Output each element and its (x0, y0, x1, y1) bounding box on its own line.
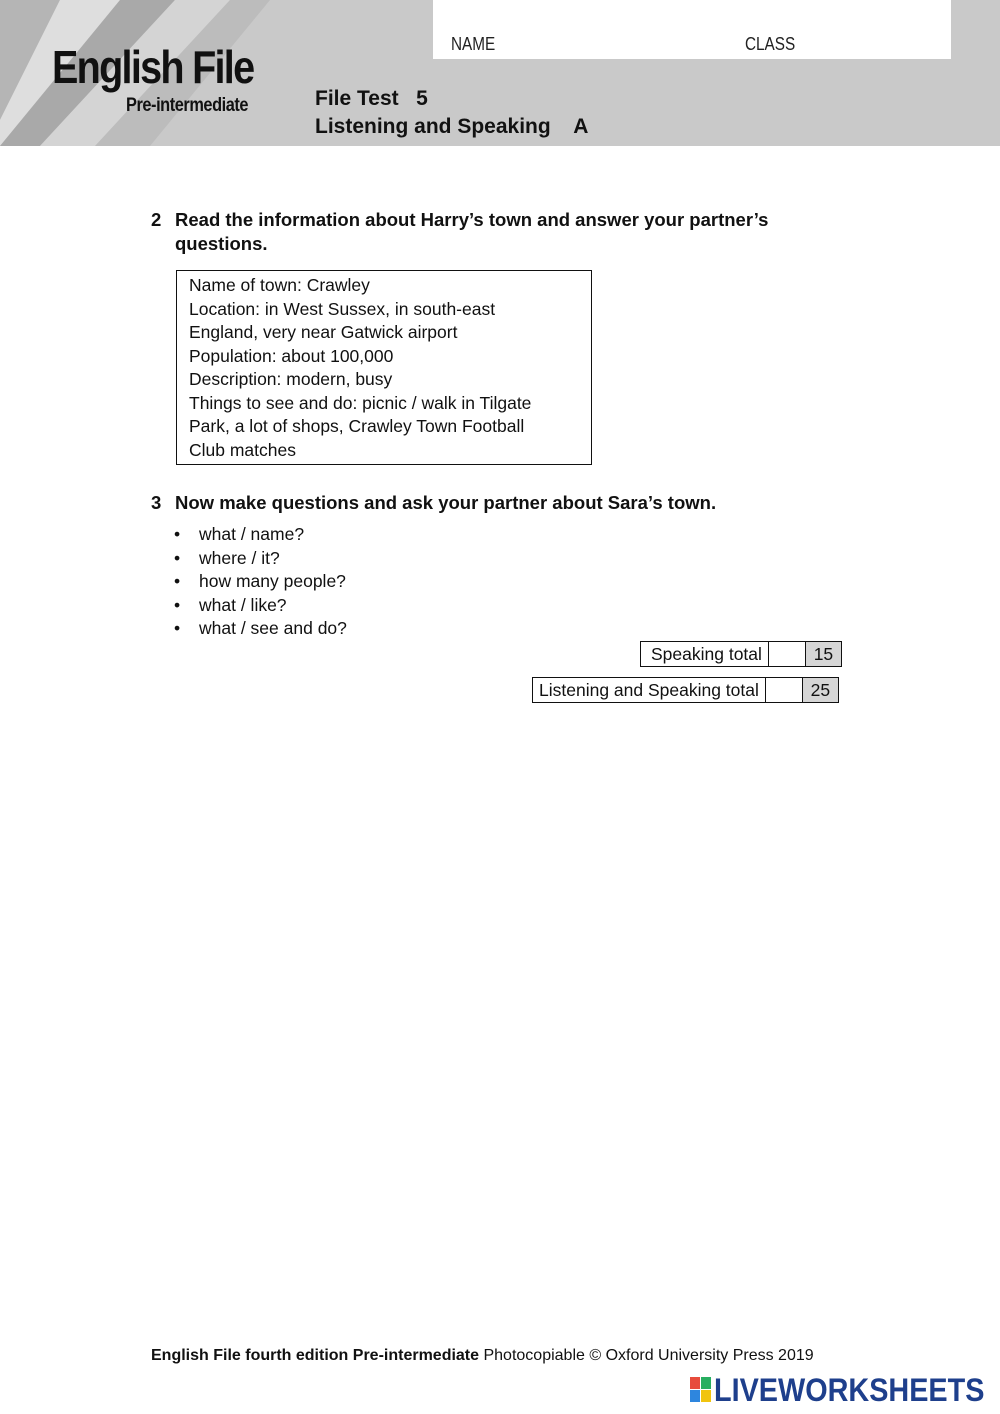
question-2-text: Read the information about Harry’s town and answer your partner’s questions. (175, 209, 769, 254)
footer-bold: English File fourth edition Pre-intermediate (151, 1347, 480, 1364)
info-line: Location: in West Sussex, in south-east (189, 298, 496, 319)
question-2-heading (151, 208, 835, 256)
listening-speaking-max: 25 (803, 678, 838, 702)
footer-copyright (151, 1347, 814, 1365)
bullet-icon: • (174, 594, 181, 615)
bullet-icon: • (174, 524, 181, 544)
question-3-text: Now make questions and ask your partner about Sara’s town. (175, 492, 717, 513)
name-label: NAME (451, 34, 496, 54)
class-label: CLASS (745, 34, 796, 54)
speaking-total-label: Speaking total (641, 642, 769, 666)
question-3-bullet-list (174, 523, 347, 641)
question-2-number: 2 (151, 209, 162, 230)
info-line: Things to see and do: picnic / walk in Tilgate (189, 392, 532, 413)
info-line: England, very near Gatwick airport (189, 322, 458, 342)
listening-speaking-score-input[interactable] (766, 678, 803, 702)
header-banner (0, 0, 1000, 146)
bullet-icon: • (174, 571, 181, 591)
test-title-line2: Listening and Speaking A (315, 115, 589, 138)
liveworksheets-watermark (690, 1374, 1000, 1406)
bullet-icon: • (174, 547, 181, 568)
speaking-max: 15 (806, 642, 841, 666)
list-item (174, 570, 347, 594)
listening-speaking-total-row (532, 677, 839, 703)
test-title (315, 85, 588, 141)
info-line: Club matches (189, 439, 296, 460)
list-item-text: what / like? (199, 594, 287, 615)
list-item-text: where / it? (199, 547, 280, 568)
list-item (174, 547, 347, 571)
info-line: Description: modern, busy (189, 369, 393, 389)
info-line: Name of town: Crawley (189, 275, 370, 295)
town-info-box (176, 270, 592, 465)
question-3-heading (151, 491, 835, 515)
test-title-line1: File Test 5 (315, 87, 428, 110)
list-item (174, 594, 347, 618)
listening-speaking-total-label: Listening and Speaking total (533, 678, 766, 702)
info-line: Park, a lot of shops, Crawley Town Football (189, 416, 525, 436)
list-item (174, 523, 347, 547)
speaking-total-row (640, 641, 842, 667)
bullet-icon: • (174, 618, 181, 638)
brand-subtitle: Pre-intermediate (126, 95, 249, 116)
list-item-text: what / see and do? (199, 618, 347, 638)
list-item (174, 617, 347, 641)
speaking-score-input[interactable] (769, 642, 806, 666)
brand-logo: English File (52, 41, 254, 93)
footer-rest: Photocopiable © Oxford University Press 2019 (479, 1347, 814, 1364)
info-line: Population: about 100,000 (189, 345, 394, 366)
list-item-text: what / name? (199, 524, 305, 544)
question-3-number: 3 (151, 492, 162, 513)
liveworksheets-logo-icon (690, 1377, 712, 1403)
liveworksheets-text: LIVEWORKSHEETS (714, 1372, 985, 1408)
list-item-text: how many people? (199, 571, 346, 591)
name-class-box[interactable] (433, 0, 951, 59)
